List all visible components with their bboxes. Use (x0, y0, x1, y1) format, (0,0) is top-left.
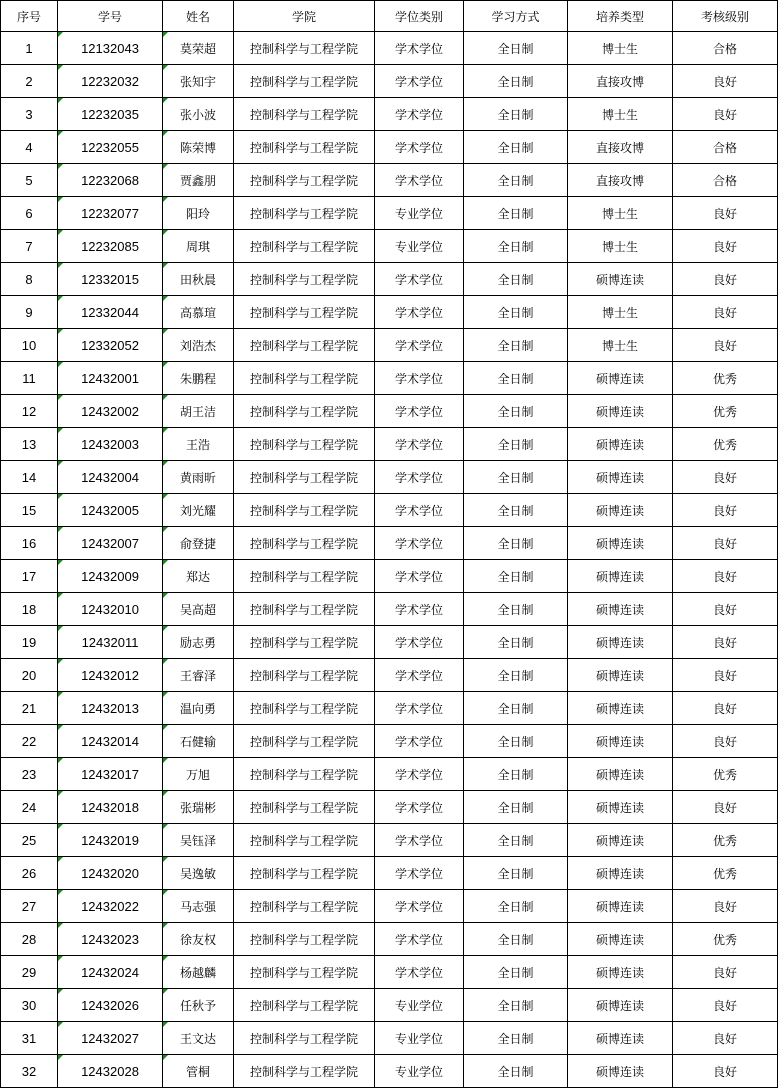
header-index: 序号 (1, 1, 58, 32)
cell-assessment-level: 良好 (673, 65, 778, 98)
cell-assessment-level: 良好 (673, 230, 778, 263)
cell-name: 马志强 (163, 890, 234, 923)
cell-study-mode: 全日制 (464, 560, 568, 593)
cell-student-id: 12332015 (58, 263, 163, 296)
cell-index: 16 (1, 527, 58, 560)
table-row (1, 659, 778, 692)
cell-name: 周琪 (163, 230, 234, 263)
cell-training-type: 硕博连读 (568, 725, 673, 758)
cell-student-id: 12432020 (58, 857, 163, 890)
cell-college: 控制科学与工程学院 (234, 956, 375, 989)
cell-degree-type: 学术学位 (375, 593, 464, 626)
cell-degree-type: 学术学位 (375, 131, 464, 164)
cell-student-id: 12432019 (58, 824, 163, 857)
cell-training-type: 博士生 (568, 230, 673, 263)
cell-assessment-level: 优秀 (673, 395, 778, 428)
cell-training-type: 硕博连读 (568, 527, 673, 560)
header-assessment-level: 考核级别 (673, 1, 778, 32)
cell-training-type: 硕博连读 (568, 857, 673, 890)
cell-study-mode: 全日制 (464, 263, 568, 296)
cell-study-mode: 全日制 (464, 494, 568, 527)
cell-study-mode: 全日制 (464, 956, 568, 989)
cell-index: 10 (1, 329, 58, 362)
cell-index: 19 (1, 626, 58, 659)
cell-degree-type: 学术学位 (375, 527, 464, 560)
cell-training-type: 博士生 (568, 32, 673, 65)
cell-college: 控制科学与工程学院 (234, 197, 375, 230)
cell-degree-type: 专业学位 (375, 1055, 464, 1088)
cell-name: 黄雨昕 (163, 461, 234, 494)
cell-study-mode: 全日制 (464, 758, 568, 791)
cell-study-mode: 全日制 (464, 659, 568, 692)
header-student-id: 学号 (58, 1, 163, 32)
cell-college: 控制科学与工程学院 (234, 1055, 375, 1088)
cell-student-id: 12432023 (58, 923, 163, 956)
cell-student-id: 12332044 (58, 296, 163, 329)
cell-degree-type: 学术学位 (375, 659, 464, 692)
cell-college: 控制科学与工程学院 (234, 527, 375, 560)
header-college: 学院 (234, 1, 375, 32)
cell-training-type: 硕博连读 (568, 263, 673, 296)
cell-college: 控制科学与工程学院 (234, 626, 375, 659)
cell-name: 管桐 (163, 1055, 234, 1088)
cell-student-id: 12232077 (58, 197, 163, 230)
cell-degree-type: 专业学位 (375, 230, 464, 263)
cell-training-type: 硕博连读 (568, 494, 673, 527)
cell-index: 30 (1, 989, 58, 1022)
cell-name: 徐友权 (163, 923, 234, 956)
cell-assessment-level: 良好 (673, 98, 778, 131)
table-row (1, 197, 778, 230)
cell-assessment-level: 良好 (673, 593, 778, 626)
cell-student-id: 12432004 (58, 461, 163, 494)
cell-name: 莫荣超 (163, 32, 234, 65)
cell-degree-type: 学术学位 (375, 362, 464, 395)
cell-study-mode: 全日制 (464, 527, 568, 560)
cell-index: 17 (1, 560, 58, 593)
header-study-mode: 学习方式 (464, 1, 568, 32)
cell-college: 控制科学与工程学院 (234, 362, 375, 395)
cell-student-id: 12432028 (58, 1055, 163, 1088)
cell-college: 控制科学与工程学院 (234, 890, 375, 923)
cell-study-mode: 全日制 (464, 131, 568, 164)
cell-index: 32 (1, 1055, 58, 1088)
cell-name: 王浩 (163, 428, 234, 461)
cell-training-type: 硕博连读 (568, 461, 673, 494)
cell-training-type: 硕博连读 (568, 890, 673, 923)
cell-name: 张小波 (163, 98, 234, 131)
table-row (1, 362, 778, 395)
cell-degree-type: 学术学位 (375, 857, 464, 890)
cell-assessment-level: 良好 (673, 1022, 778, 1055)
cell-student-id: 12432018 (58, 791, 163, 824)
cell-college: 控制科学与工程学院 (234, 1022, 375, 1055)
cell-college: 控制科学与工程学院 (234, 857, 375, 890)
cell-training-type: 硕博连读 (568, 956, 673, 989)
cell-degree-type: 专业学位 (375, 1022, 464, 1055)
table-row (1, 857, 778, 890)
table-row (1, 329, 778, 362)
table-row (1, 527, 778, 560)
cell-student-id: 12432005 (58, 494, 163, 527)
cell-index: 2 (1, 65, 58, 98)
cell-name: 王睿泽 (163, 659, 234, 692)
cell-assessment-level: 良好 (673, 527, 778, 560)
cell-index: 15 (1, 494, 58, 527)
cell-index: 14 (1, 461, 58, 494)
table-row (1, 230, 778, 263)
cell-assessment-level: 优秀 (673, 362, 778, 395)
cell-assessment-level: 良好 (673, 263, 778, 296)
cell-index: 23 (1, 758, 58, 791)
table-row (1, 560, 778, 593)
cell-degree-type: 学术学位 (375, 263, 464, 296)
cell-name: 朱鹏程 (163, 362, 234, 395)
cell-assessment-level: 合格 (673, 32, 778, 65)
cell-degree-type: 学术学位 (375, 428, 464, 461)
cell-college: 控制科学与工程学院 (234, 725, 375, 758)
cell-index: 29 (1, 956, 58, 989)
table-row (1, 461, 778, 494)
cell-assessment-level: 良好 (673, 494, 778, 527)
cell-student-id: 12432010 (58, 593, 163, 626)
cell-training-type: 硕博连读 (568, 1022, 673, 1055)
cell-degree-type: 学术学位 (375, 65, 464, 98)
cell-degree-type: 学术学位 (375, 560, 464, 593)
cell-degree-type: 学术学位 (375, 164, 464, 197)
cell-study-mode: 全日制 (464, 98, 568, 131)
cell-student-id: 12132043 (58, 32, 163, 65)
cell-degree-type: 学术学位 (375, 758, 464, 791)
table-row (1, 692, 778, 725)
cell-student-id: 12432013 (58, 692, 163, 725)
cell-student-id: 12332052 (58, 329, 163, 362)
cell-study-mode: 全日制 (464, 1055, 568, 1088)
cell-index: 25 (1, 824, 58, 857)
table-row (1, 395, 778, 428)
header-training-type: 培养类型 (568, 1, 673, 32)
cell-study-mode: 全日制 (464, 923, 568, 956)
cell-name: 俞登捷 (163, 527, 234, 560)
cell-training-type: 硕博连读 (568, 989, 673, 1022)
cell-training-type: 硕博连读 (568, 692, 673, 725)
cell-index: 22 (1, 725, 58, 758)
cell-assessment-level: 良好 (673, 329, 778, 362)
table-row (1, 626, 778, 659)
cell-name: 温向勇 (163, 692, 234, 725)
cell-name: 吴逸敏 (163, 857, 234, 890)
cell-assessment-level: 良好 (673, 791, 778, 824)
cell-study-mode: 全日制 (464, 626, 568, 659)
cell-training-type: 硕博连读 (568, 758, 673, 791)
cell-study-mode: 全日制 (464, 296, 568, 329)
cell-college: 控制科学与工程学院 (234, 791, 375, 824)
cell-college: 控制科学与工程学院 (234, 329, 375, 362)
cell-index: 24 (1, 791, 58, 824)
cell-degree-type: 学术学位 (375, 296, 464, 329)
cell-assessment-level: 良好 (673, 461, 778, 494)
cell-study-mode: 全日制 (464, 725, 568, 758)
cell-college: 控制科学与工程学院 (234, 428, 375, 461)
cell-index: 13 (1, 428, 58, 461)
cell-name: 田秋晨 (163, 263, 234, 296)
table-row (1, 1022, 778, 1055)
cell-index: 7 (1, 230, 58, 263)
cell-college: 控制科学与工程学院 (234, 659, 375, 692)
cell-college: 控制科学与工程学院 (234, 560, 375, 593)
cell-name: 阳玲 (163, 197, 234, 230)
cell-study-mode: 全日制 (464, 32, 568, 65)
cell-college: 控制科学与工程学院 (234, 32, 375, 65)
cell-assessment-level: 良好 (673, 296, 778, 329)
cell-college: 控制科学与工程学院 (234, 131, 375, 164)
cell-index: 4 (1, 131, 58, 164)
cell-college: 控制科学与工程学院 (234, 593, 375, 626)
table-row (1, 65, 778, 98)
cell-degree-type: 学术学位 (375, 98, 464, 131)
cell-assessment-level: 良好 (673, 659, 778, 692)
cell-training-type: 博士生 (568, 197, 673, 230)
cell-student-id: 12432022 (58, 890, 163, 923)
cell-degree-type: 学术学位 (375, 395, 464, 428)
header-row (1, 1, 778, 32)
cell-student-id: 12432011 (58, 626, 163, 659)
table-row (1, 131, 778, 164)
cell-index: 27 (1, 890, 58, 923)
cell-name: 任秋予 (163, 989, 234, 1022)
cell-assessment-level: 合格 (673, 164, 778, 197)
cell-index: 26 (1, 857, 58, 890)
cell-study-mode: 全日制 (464, 428, 568, 461)
cell-degree-type: 学术学位 (375, 329, 464, 362)
cell-student-id: 12432009 (58, 560, 163, 593)
table-row (1, 1055, 778, 1088)
cell-college: 控制科学与工程学院 (234, 296, 375, 329)
cell-assessment-level: 优秀 (673, 923, 778, 956)
table-row (1, 32, 778, 65)
cell-assessment-level: 良好 (673, 1055, 778, 1088)
cell-study-mode: 全日制 (464, 329, 568, 362)
table-row (1, 428, 778, 461)
cell-index: 5 (1, 164, 58, 197)
table-row (1, 263, 778, 296)
cell-study-mode: 全日制 (464, 890, 568, 923)
cell-college: 控制科学与工程学院 (234, 758, 375, 791)
cell-student-id: 12432002 (58, 395, 163, 428)
table-row (1, 890, 778, 923)
cell-degree-type: 专业学位 (375, 197, 464, 230)
cell-index: 8 (1, 263, 58, 296)
cell-name: 贾鑫朋 (163, 164, 234, 197)
cell-name: 高慕瑄 (163, 296, 234, 329)
cell-degree-type: 学术学位 (375, 791, 464, 824)
cell-name: 刘浩杰 (163, 329, 234, 362)
cell-degree-type: 专业学位 (375, 989, 464, 1022)
cell-name: 吴钰泽 (163, 824, 234, 857)
cell-name: 刘光耀 (163, 494, 234, 527)
cell-student-id: 12432001 (58, 362, 163, 395)
header-name: 姓名 (163, 1, 234, 32)
cell-name: 万旭 (163, 758, 234, 791)
cell-index: 20 (1, 659, 58, 692)
cell-college: 控制科学与工程学院 (234, 230, 375, 263)
table-row (1, 593, 778, 626)
cell-training-type: 硕博连读 (568, 593, 673, 626)
cell-assessment-level: 良好 (673, 560, 778, 593)
cell-student-id: 12432024 (58, 956, 163, 989)
cell-training-type: 硕博连读 (568, 791, 673, 824)
cell-name: 郑达 (163, 560, 234, 593)
table-row (1, 725, 778, 758)
cell-degree-type: 学术学位 (375, 824, 464, 857)
cell-college: 控制科学与工程学院 (234, 692, 375, 725)
cell-name: 陈荣博 (163, 131, 234, 164)
cell-student-id: 12432017 (58, 758, 163, 791)
cell-assessment-level: 良好 (673, 725, 778, 758)
cell-study-mode: 全日制 (464, 362, 568, 395)
cell-assessment-level: 优秀 (673, 758, 778, 791)
cell-name: 励志勇 (163, 626, 234, 659)
cell-assessment-level: 良好 (673, 989, 778, 1022)
header-degree-type: 学位类别 (375, 1, 464, 32)
cell-student-id: 12232055 (58, 131, 163, 164)
cell-study-mode: 全日制 (464, 230, 568, 263)
cell-assessment-level: 良好 (673, 197, 778, 230)
cell-degree-type: 学术学位 (375, 626, 464, 659)
cell-index: 28 (1, 923, 58, 956)
cell-training-type: 硕博连读 (568, 395, 673, 428)
table-body (1, 32, 778, 1088)
cell-training-type: 硕博连读 (568, 824, 673, 857)
cell-study-mode: 全日制 (464, 461, 568, 494)
table-row (1, 824, 778, 857)
cell-index: 12 (1, 395, 58, 428)
cell-college: 控制科学与工程学院 (234, 164, 375, 197)
cell-college: 控制科学与工程学院 (234, 461, 375, 494)
cell-college: 控制科学与工程学院 (234, 395, 375, 428)
cell-student-id: 12432012 (58, 659, 163, 692)
table-row (1, 956, 778, 989)
cell-name: 张知宇 (163, 65, 234, 98)
table-row (1, 494, 778, 527)
cell-index: 9 (1, 296, 58, 329)
cell-assessment-level: 合格 (673, 131, 778, 164)
cell-college: 控制科学与工程学院 (234, 824, 375, 857)
cell-college: 控制科学与工程学院 (234, 989, 375, 1022)
cell-study-mode: 全日制 (464, 164, 568, 197)
cell-training-type: 直接攻博 (568, 164, 673, 197)
cell-assessment-level: 良好 (673, 956, 778, 989)
cell-college: 控制科学与工程学院 (234, 65, 375, 98)
table-row (1, 923, 778, 956)
cell-study-mode: 全日制 (464, 824, 568, 857)
cell-student-id: 12232035 (58, 98, 163, 131)
table-row (1, 98, 778, 131)
cell-degree-type: 学术学位 (375, 725, 464, 758)
cell-student-id: 12232085 (58, 230, 163, 263)
cell-study-mode: 全日制 (464, 857, 568, 890)
cell-study-mode: 全日制 (464, 791, 568, 824)
cell-index: 6 (1, 197, 58, 230)
cell-index: 11 (1, 362, 58, 395)
cell-student-id: 12232032 (58, 65, 163, 98)
cell-student-id: 12432027 (58, 1022, 163, 1055)
cell-study-mode: 全日制 (464, 395, 568, 428)
table-header (1, 1, 778, 32)
cell-training-type: 硕博连读 (568, 1055, 673, 1088)
cell-college: 控制科学与工程学院 (234, 98, 375, 131)
cell-assessment-level: 良好 (673, 890, 778, 923)
cell-index: 1 (1, 32, 58, 65)
cell-training-type: 博士生 (568, 296, 673, 329)
cell-degree-type: 学术学位 (375, 32, 464, 65)
cell-index: 31 (1, 1022, 58, 1055)
cell-degree-type: 学术学位 (375, 461, 464, 494)
cell-assessment-level: 良好 (673, 692, 778, 725)
cell-degree-type: 学术学位 (375, 494, 464, 527)
cell-student-id: 12432007 (58, 527, 163, 560)
table-row (1, 164, 778, 197)
cell-name: 杨越麟 (163, 956, 234, 989)
cell-student-id: 12232068 (58, 164, 163, 197)
table-row (1, 758, 778, 791)
cell-assessment-level: 优秀 (673, 857, 778, 890)
cell-index: 18 (1, 593, 58, 626)
cell-index: 21 (1, 692, 58, 725)
cell-training-type: 博士生 (568, 329, 673, 362)
cell-name: 张瑞彬 (163, 791, 234, 824)
cell-degree-type: 学术学位 (375, 890, 464, 923)
cell-name: 石健输 (163, 725, 234, 758)
cell-degree-type: 学术学位 (375, 923, 464, 956)
cell-training-type: 博士生 (568, 98, 673, 131)
cell-assessment-level: 良好 (673, 626, 778, 659)
cell-training-type: 硕博连读 (568, 428, 673, 461)
table-row (1, 296, 778, 329)
cell-name: 吴高超 (163, 593, 234, 626)
cell-college: 控制科学与工程学院 (234, 923, 375, 956)
cell-study-mode: 全日制 (464, 197, 568, 230)
cell-student-id: 12432014 (58, 725, 163, 758)
cell-study-mode: 全日制 (464, 65, 568, 98)
cell-index: 3 (1, 98, 58, 131)
cell-training-type: 硕博连读 (568, 560, 673, 593)
cell-student-id: 12432026 (58, 989, 163, 1022)
cell-degree-type: 学术学位 (375, 956, 464, 989)
cell-college: 控制科学与工程学院 (234, 494, 375, 527)
cell-assessment-level: 优秀 (673, 428, 778, 461)
cell-student-id: 12432003 (58, 428, 163, 461)
table-row (1, 989, 778, 1022)
cell-study-mode: 全日制 (464, 593, 568, 626)
cell-degree-type: 学术学位 (375, 692, 464, 725)
cell-name: 王文达 (163, 1022, 234, 1055)
cell-assessment-level: 优秀 (673, 824, 778, 857)
cell-training-type: 硕博连读 (568, 362, 673, 395)
cell-training-type: 直接攻博 (568, 131, 673, 164)
cell-study-mode: 全日制 (464, 989, 568, 1022)
cell-training-type: 硕博连读 (568, 626, 673, 659)
cell-college: 控制科学与工程学院 (234, 263, 375, 296)
cell-study-mode: 全日制 (464, 692, 568, 725)
cell-training-type: 直接攻博 (568, 65, 673, 98)
cell-name: 胡王洁 (163, 395, 234, 428)
cell-training-type: 硕博连读 (568, 659, 673, 692)
table-row (1, 791, 778, 824)
cell-training-type: 硕博连读 (568, 923, 673, 956)
cell-study-mode: 全日制 (464, 1022, 568, 1055)
